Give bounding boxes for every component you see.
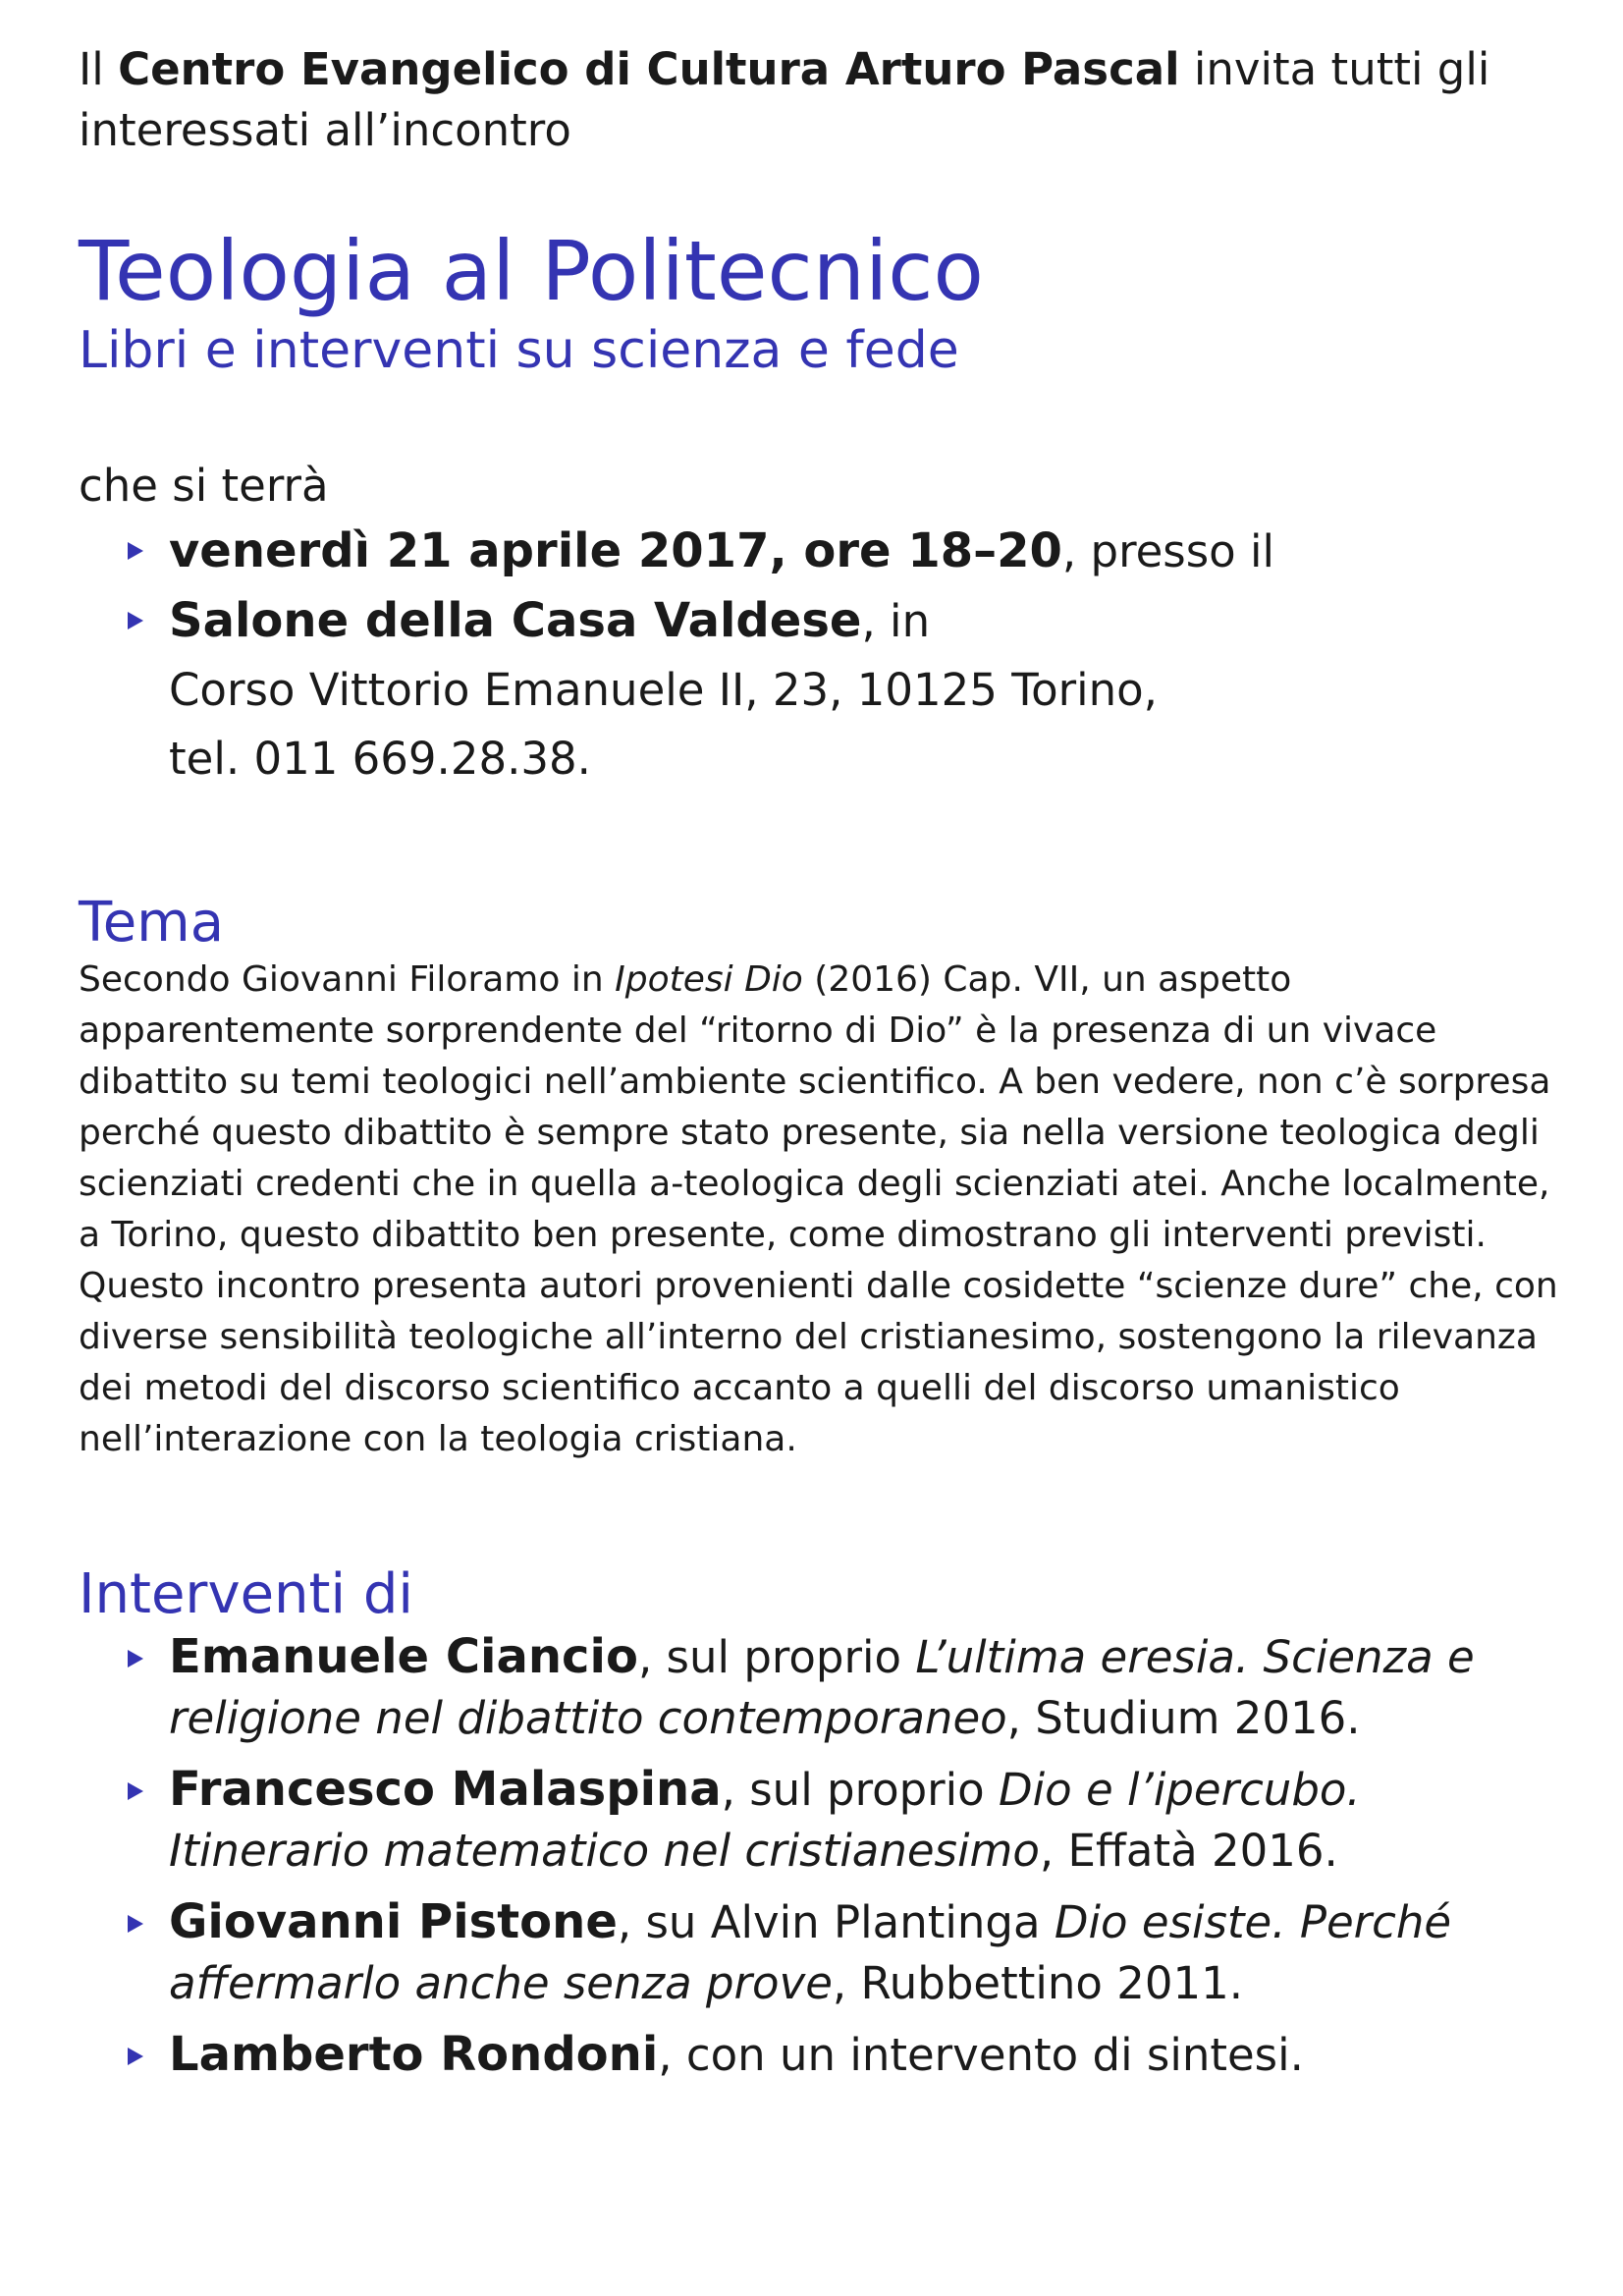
intro-suffix: invita tutti gli interessati all’incontro xyxy=(79,43,1490,156)
bullet-triangle-icon xyxy=(128,2048,143,2065)
bullet-triangle-icon xyxy=(128,1782,143,1800)
tema-text-start: Secondo Giovanni Filoramo in xyxy=(79,959,616,1000)
event-details-list xyxy=(79,517,1571,656)
lead-text: che si terrà xyxy=(79,460,329,512)
speaker-pre: , sul proprio xyxy=(637,1631,916,1683)
event-venue-item xyxy=(79,586,1571,656)
speaker-post: , Rubbettino 2011. xyxy=(832,1957,1244,2009)
speaker-pre: , sul proprio xyxy=(721,1764,1000,1816)
event-date-item xyxy=(79,517,1571,586)
event-date: venerdì 21 aprile 2017, ore 18–20 xyxy=(169,523,1062,578)
tema-heading: Tema xyxy=(79,891,225,955)
event-address: Corso Vittorio Emanuele II, 23, 10125 Torino, xyxy=(169,664,1158,716)
speaker-pre: , su Alvin Plantinga xyxy=(617,1896,1055,1948)
bullet-triangle-icon xyxy=(128,1915,143,1933)
speaker-post: , Studium 2016. xyxy=(1006,1692,1361,1744)
speaker-work: L’ultima eresia. Scienza e religione nel dibattito contemporaneo xyxy=(169,1631,1475,1744)
event-title: Teologia al Politecnico xyxy=(79,223,984,319)
speaker-item xyxy=(79,2024,1571,2086)
speakers-list xyxy=(79,1626,1571,2086)
speaker-work: Dio e l’ipercubo. Itinerario matematico nel cristianesimo xyxy=(169,1764,1361,1877)
speaker-name: Emanuele Ciancio xyxy=(169,1629,638,1684)
intro-prefix: Il xyxy=(79,43,119,95)
organizer-name: Centro Evangelico di Cultura Arturo Pascal xyxy=(118,43,1180,95)
intro-text xyxy=(79,39,1571,161)
event-venue-suffix: , in xyxy=(861,595,931,647)
event-date-suffix: , presso il xyxy=(1061,525,1275,577)
bullet-triangle-icon xyxy=(128,1650,143,1667)
speaker-item xyxy=(79,1626,1571,1749)
interventi-heading: Interventi di xyxy=(79,1562,413,1626)
event-phone: tel. 011 669.28.38. xyxy=(169,733,591,785)
tema-paragraph xyxy=(79,955,1561,1465)
speaker-name: Giovanni Pistone xyxy=(169,1894,618,1949)
event-venue: Salone della Casa Valdese xyxy=(169,593,862,648)
tema-text-rest: (2016) Cap. VII, un aspetto apparentemente sorprendente del “ritorno di Dio” è la presenza di un vivace dibattito su temi teologici nell’ambiente scientifico. A ben vedere, non c’è sorpresa perché questo dibattito è sempre stato presente, sia nella versione teologica degli scienziati credenti che in quella a-teologica degli scienziati atei. Anche localmente, a Torino, questo dibattito ben presente, come dimostrano gli interventi previsti. Questo incontro presenta autori provenienti dalle cosidette “scienze dure” che, con diverse sensibilità teologiche all’interno del cristianesimo, sostengono la rilevanza dei metodi del discorso scientifico accanto a quelli del discorso umanistico nell’interazione con la teologia cristiana. xyxy=(79,959,1558,1459)
bullet-triangle-icon xyxy=(128,542,143,560)
speaker-name: Francesco Malaspina xyxy=(169,1762,722,1817)
flyer-page xyxy=(79,39,1571,2096)
speaker-name: Lamberto Rondoni xyxy=(169,2027,659,2082)
bullet-triangle-icon xyxy=(128,612,143,629)
speaker-item xyxy=(79,1759,1571,1882)
speaker-post: , Effatà 2016. xyxy=(1039,1825,1338,1877)
speaker-work: Dio esiste. Perché affermarlo anche senza prove xyxy=(169,1896,1452,2009)
event-subtitle: Libri e interventi su scienza e fede xyxy=(79,321,959,380)
tema-book-title: Ipotesi Dio xyxy=(615,959,803,1000)
speaker-item xyxy=(79,1891,1571,2014)
speaker-pre: , con un intervento di sintesi. xyxy=(658,2029,1304,2081)
